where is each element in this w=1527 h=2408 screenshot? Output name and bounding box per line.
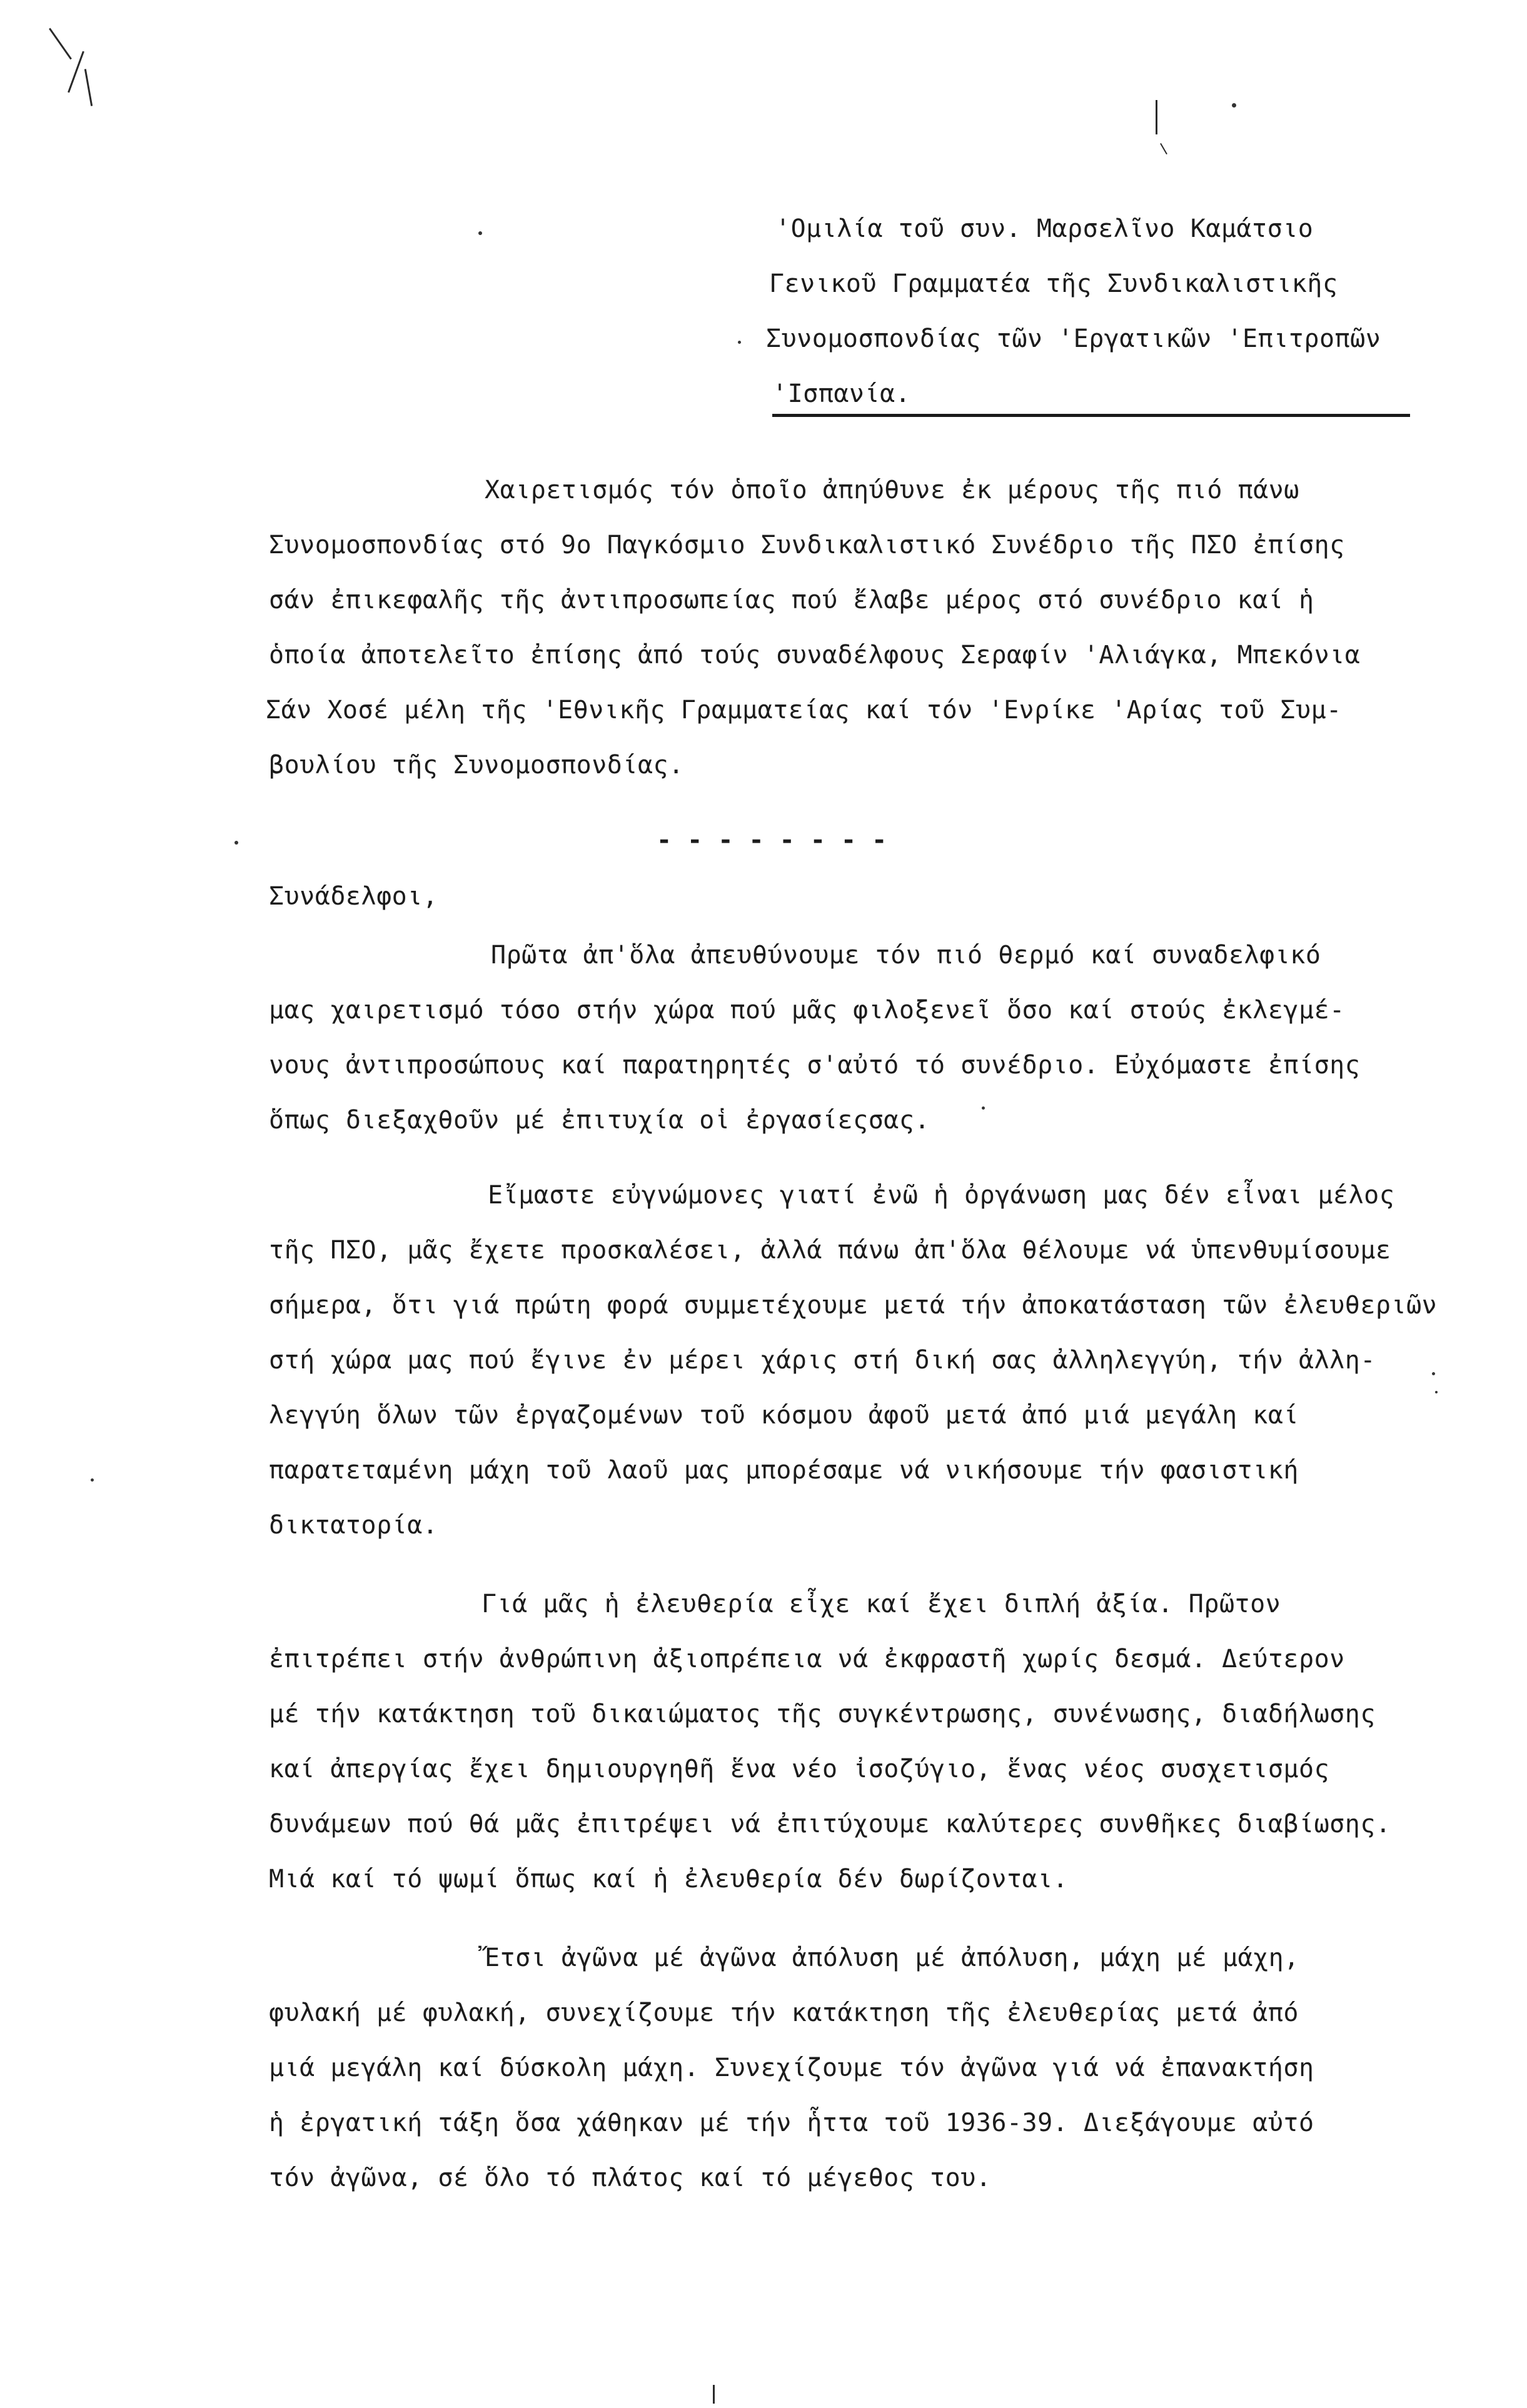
paragraph-line: σήμερα, ὅτι γιά πρώτη φορά συμμετέχουμε μετά τήν ἀποκατάσταση τῶν ἐλευθεριῶν [269, 1291, 1438, 1320]
heading-line: Γενικοῦ Γραμματέα τῆς Συνδικαλιστικῆς [769, 269, 1338, 298]
paragraph-line: μιά μεγάλη καί δύσκολη μάχη. Συνεχίζουμε τόν ἀγῶνα γιά νά ἐπανακτήση [269, 2054, 1314, 2082]
heading-line: 'Ισπανία. [772, 379, 911, 408]
scan-speck [1435, 1391, 1438, 1393]
heading-line: 'Ομιλία τοῦ συν. Μαρσελῖνο Καμάτσιο [775, 214, 1314, 243]
scan-mark [713, 2385, 715, 2404]
paragraph-line: δυνάμεων πού θά μᾶς ἐπιτρέψει νά ἐπιτύχουμε καλύτερες συνθῆκες διαβίωσης. [269, 1810, 1391, 1839]
paragraph-line: Εἴμαστε εὐγνώμονες γιατί ἐνῶ ἡ ὀργάνωση μας δέν εἶναι μέλος [488, 1181, 1395, 1210]
scan-speck [738, 341, 741, 344]
intro-line: ὁποία ἀποτελεῖτο ἐπίσης ἀπό τούς συναδέλφους Σεραφίν 'Αλιάγκα, Μπεκόνια [269, 641, 1361, 670]
paragraph-line: παρατεταμένη μάχη τοῦ λαοῦ μας μπορέσαμε νά νικήσουμε τήν φασιστική [269, 1456, 1299, 1485]
scan-speck [478, 231, 482, 235]
salutation: Συνάδελφοι, [269, 882, 438, 911]
paragraph-line: καί ἀπεργίας ἔχει δημιουργηθῆ ἕνα νέο ἰσοζύγιο, ἕνας νέος συσχετισμός [269, 1755, 1330, 1783]
paragraph-line: δικτατορία. [269, 1511, 438, 1540]
intro-line: Σάν Χοσέ μέλη τῆς 'Εθνικῆς Γραμματείας καί τόν 'Ενρίκε 'Αρίας τοῦ Συμ- [266, 696, 1342, 725]
paragraph-line: Πρῶτα ἀπ'ὅλα ἀπευθύνουμε τόν πιό θερμό καί συναδελφικό [491, 941, 1321, 970]
paragraph-line: Μιά καί τό ψωμί ὅπως καί ἡ ἐλευθερία δέν δωρίζονται. [269, 1865, 1069, 1894]
paragraph-line: ἐπιτρέπει στήν ἀνθρώπινη ἀξιοπρέπεια νά ἐκφραστῆ χωρίς δεσμά. Δεύτερον [269, 1645, 1345, 1673]
paragraph-line: λεγγύη ὅλων τῶν ἐργαζομένων τοῦ κόσμου ἀφοῦ μετά ἀπό μιά μεγάλη καί [269, 1401, 1299, 1430]
paragraph-line: τόν ἀγῶνα, σέ ὅλο τό πλάτος καί τό μέγεθος του. [269, 2164, 992, 2192]
heading-line: Συνομοσπονδίας τῶν 'Εργατικῶν 'Επιτροπῶν [766, 324, 1381, 353]
intro-line: Χαιρετισμός τόν ὁποῖο ἀπηύθυνε ἐκ μέρους τῆς πιό πάνω [485, 476, 1299, 504]
scan-speck [1432, 1372, 1435, 1375]
intro-line: σάν ἐπικεφαλῆς τῆς ἀντιπροσωπείας πού ἔλαβε μέρος στό συνέδριο καί ἡ [269, 586, 1314, 615]
scan-mark [1160, 143, 1167, 154]
scan-mark [84, 69, 93, 106]
paragraph-line: νους ἀντιπροσώπους καί παρατηρητές σ'αὐτό τό συνέδριο. Εὐχόμαστε ἐπίσης [269, 1051, 1361, 1080]
paragraph-line: τῆς ΠΣΟ, μᾶς ἔχετε προσκαλέσει, ἀλλά πάνω ἀπ'ὅλα θέλουμε νά ὑπενθυμίσουμε [269, 1236, 1391, 1265]
paragraph-line: μας χαιρετισμό τόσο στήν χώρα πού μᾶς φιλοξενεῖ ὅσο καί στούς ἐκλεγμέ- [269, 996, 1345, 1025]
scan-speck [1232, 103, 1236, 108]
heading-underline [772, 414, 1410, 417]
scan-speck [982, 1106, 985, 1110]
paragraph-line: μέ τήν κατάκτηση τοῦ δικαιώματος τῆς συγκέντρωσης, συνένωσης, διαδήλωσης [269, 1700, 1376, 1728]
scan-mark [49, 28, 72, 60]
scan-mark [1156, 100, 1157, 134]
paragraph-line: Ἔτσι ἀγῶνα μέ ἀγῶνα ἀπόλυση μέ ἀπόλυση, μάχη μέ μάχη, [485, 1944, 1299, 1972]
paragraph-line: ἡ ἐργατική τάξη ὅσα χάθηκαν μέ τήν ἧττα τοῦ 1936-39. Διεξάγουμε αὐτό [269, 2109, 1314, 2137]
paragraph-line: ὅπως διεξαχθοῦν μέ ἐπιτυχία οἱ ἐργασίεςσας. [269, 1106, 930, 1135]
intro-line: Συνομοσπονδίας στό 9ο Παγκόσμιο Συνδικαλιστικό Συνέδριο τῆς ΠΣΟ ἐπίσης [269, 531, 1345, 559]
intro-line: βουλίου τῆς Συνομοσπονδίας. [269, 751, 684, 780]
paragraph-line: στή χώρα μας πού ἔγινε ἐν μέρει χάρις στή δική σας ἀλληλεγγύη, τήν ἀλλη- [269, 1346, 1376, 1375]
separator: - - - - - - - - [657, 826, 887, 855]
paragraph-line: φυλακή μέ φυλακή, συνεχίζουμε τήν κατάκτηση τῆς ἐλευθερίας μετά ἀπό [269, 1999, 1299, 2027]
scan-speck [91, 1478, 94, 1482]
paragraph-line: Γιά μᾶς ἡ ἐλευθερία εἶχε καί ἔχει διπλή ἀξία. Πρῶτον [481, 1590, 1281, 1618]
scan-speck [234, 841, 238, 845]
